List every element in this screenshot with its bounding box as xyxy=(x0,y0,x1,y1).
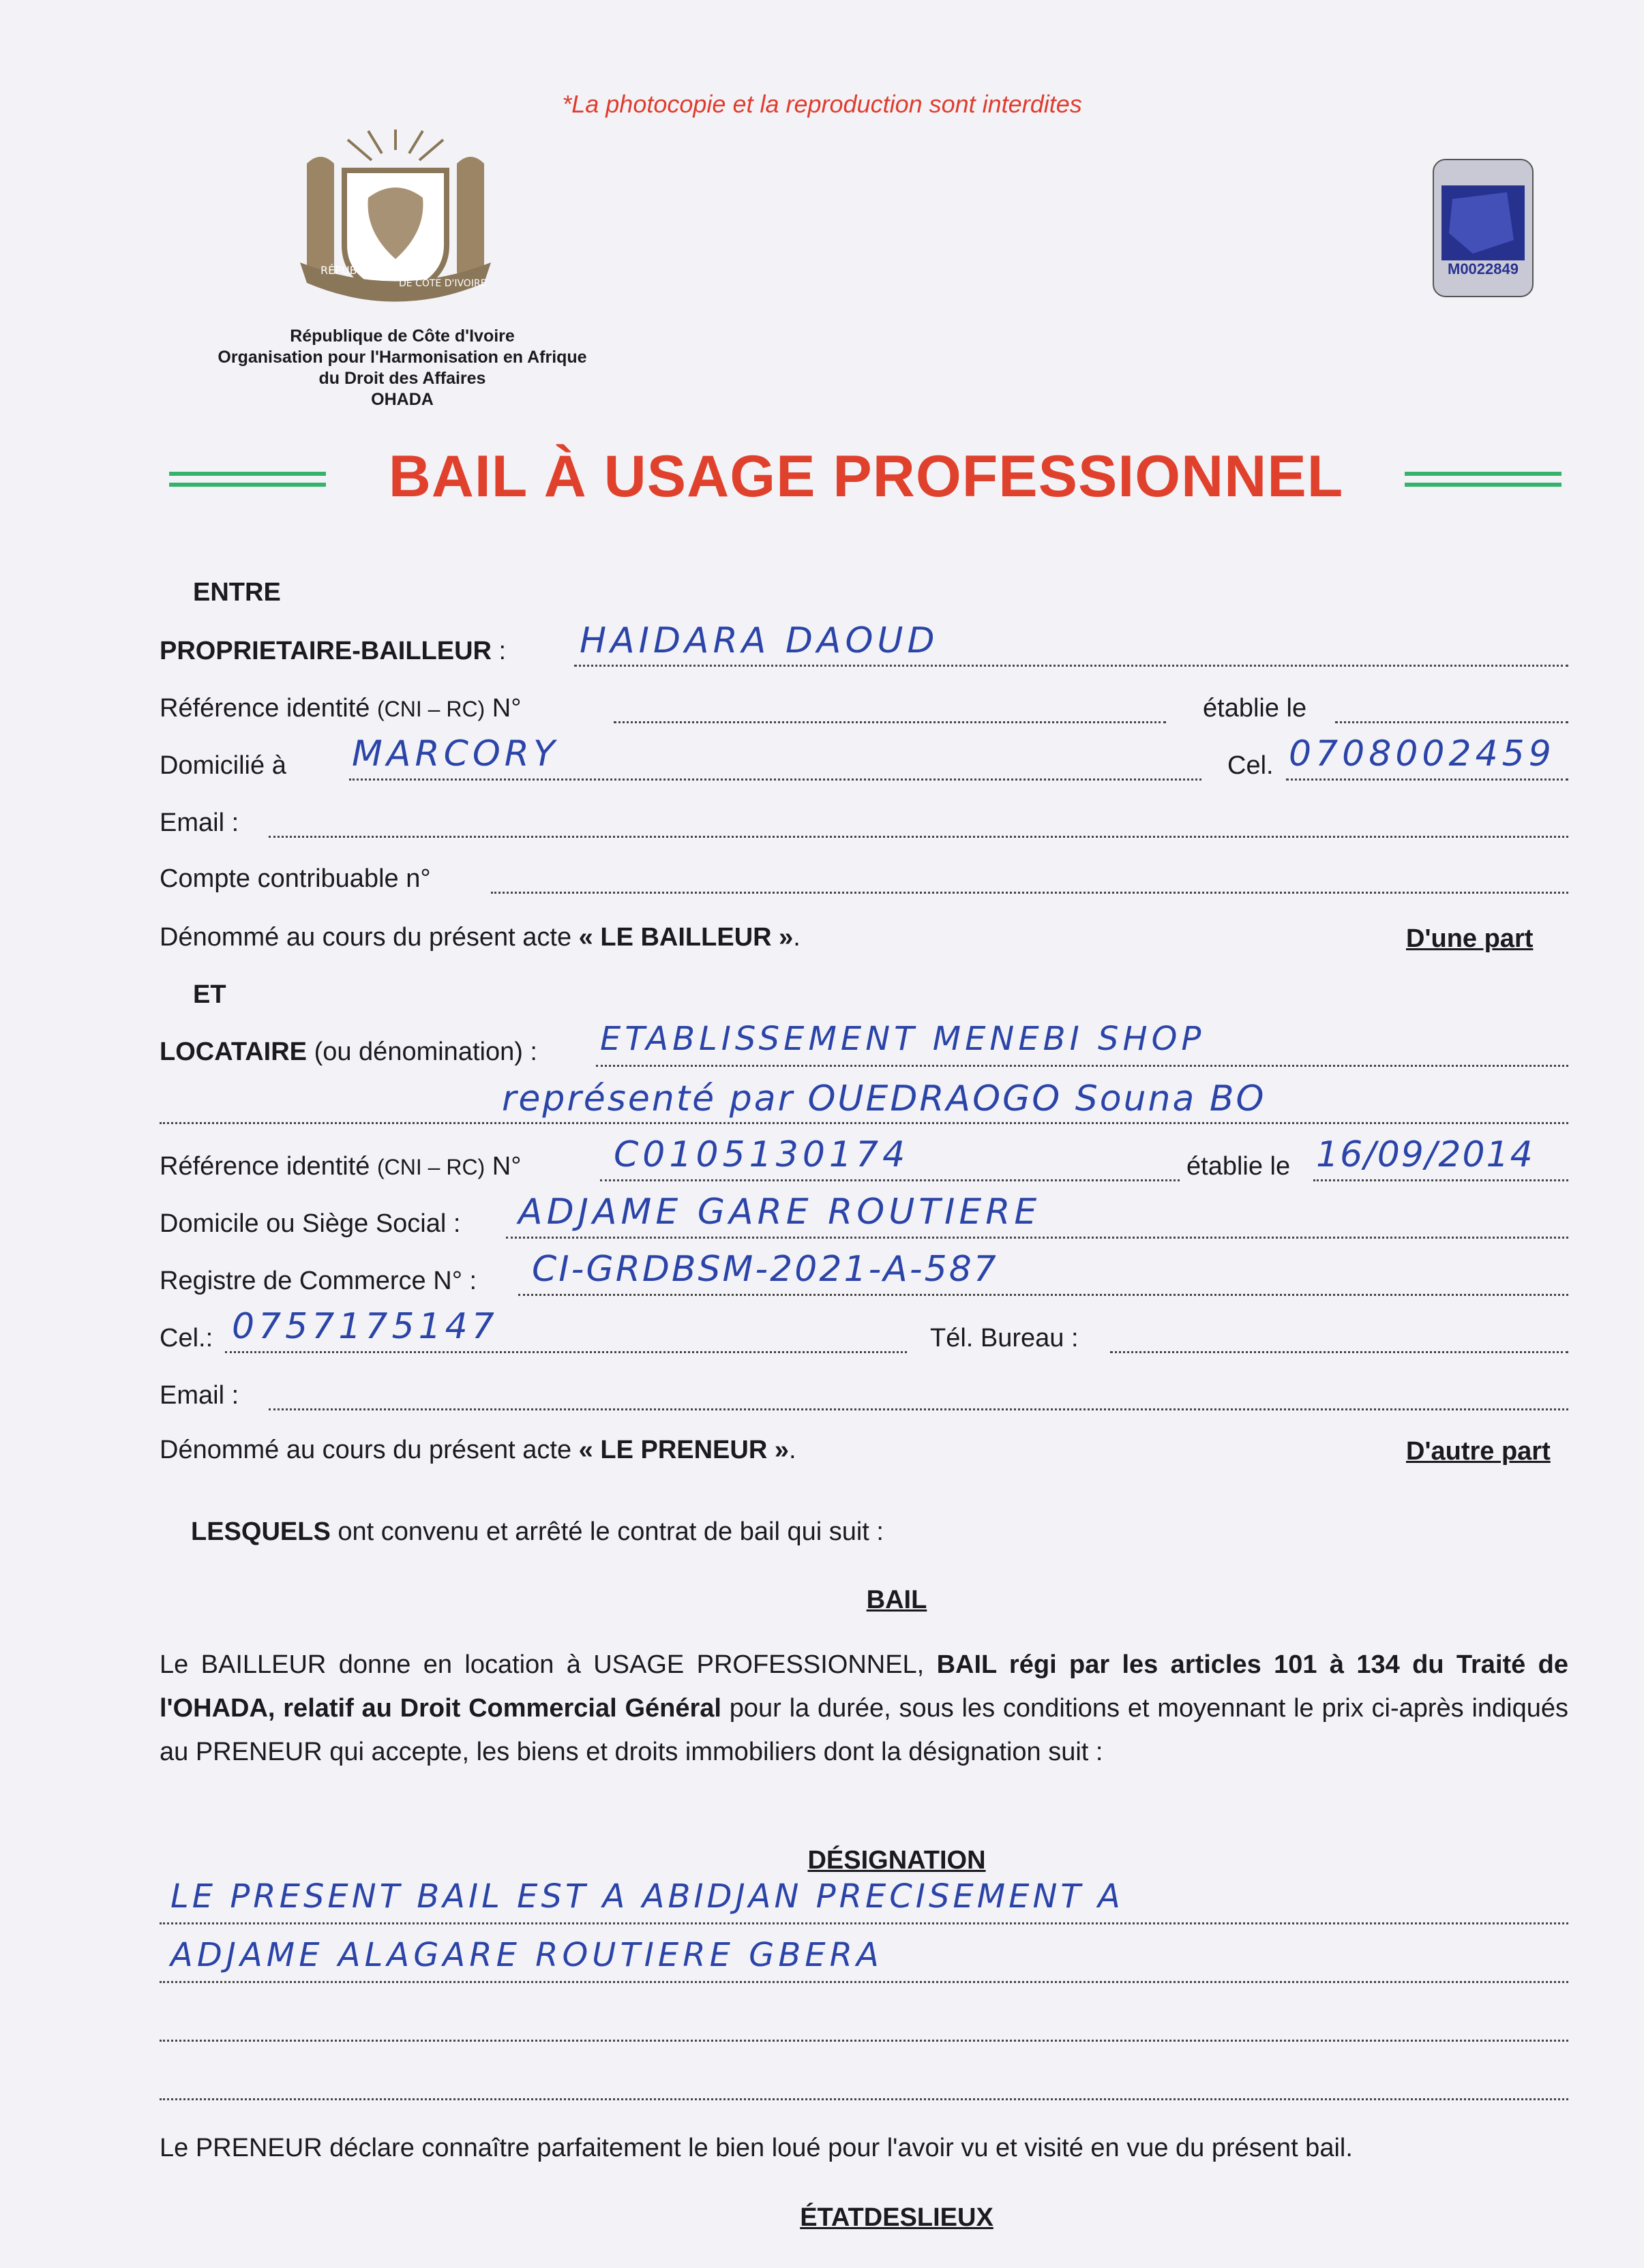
bail-paragraph xyxy=(160,1643,1568,1774)
etat-heading: ÉTATDESLIEUX xyxy=(800,2203,993,2232)
preneur-etablie-value: 16/09/2014 xyxy=(1316,1134,1534,1175)
locataire-label-row xyxy=(160,1038,537,1067)
title-row xyxy=(164,436,1568,518)
preneur-denomme-row xyxy=(160,1436,796,1465)
preneur-cel-field[interactable] xyxy=(225,1351,907,1353)
preneur-ref-suffix: N° xyxy=(485,1152,522,1181)
owner-label: PROPRIETAIRE-BAILLEUR xyxy=(160,637,492,665)
designation-value-2: ADJAME ALAGARE ROUTIERE GBERA xyxy=(170,1936,883,1974)
coat-of-arms-emblem xyxy=(280,123,511,327)
locataire-field-1[interactable] xyxy=(596,1065,1568,1067)
locataire-value-2: représenté par OUEDRAOGO Souna BO xyxy=(502,1078,1266,1119)
preneur-denomme-prefix: Dénommé au cours du présent acte xyxy=(160,1436,579,1464)
cel-value: 0708002459 xyxy=(1289,734,1555,774)
registre-label: Registre de Commerce N° : xyxy=(160,1267,477,1295)
bailleur-denomme-prefix: Dénommé au cours du présent acte xyxy=(160,923,579,952)
preneur-etablie-label: établie le xyxy=(1186,1152,1291,1181)
org-line-3: du Droit des Affaires xyxy=(318,369,486,388)
bailleur-denomme-bold: « LE BAILLEUR » xyxy=(578,923,794,952)
designation-heading: DÉSIGNATION xyxy=(807,1846,986,1875)
et-heading: ET xyxy=(193,980,226,1009)
email-label: Email : xyxy=(160,808,239,837)
document-title: BAIL À USAGE PROFESSIONNEL xyxy=(388,444,1344,509)
preneur-denomme-suffix: . xyxy=(788,1436,796,1464)
declare-text: Le PRENEUR déclare connaître parfaitement le bien loué pour l'avoir vu et visité en vue du présent bail. xyxy=(160,2134,1353,2162)
preneur-etablie-field[interactable] xyxy=(1313,1179,1568,1181)
entre-heading: ENTRE xyxy=(193,578,281,607)
locataire-field-2[interactable] xyxy=(160,1122,1568,1124)
lesquels-bold: LESQUELS xyxy=(191,1517,331,1546)
bail-heading: BAIL xyxy=(866,1586,927,1614)
org-line-4: OHADA xyxy=(371,390,434,409)
preneur-email-field[interactable] xyxy=(269,1408,1568,1410)
cel-field[interactable] xyxy=(1286,778,1568,781)
bailleur-denomme-suffix: . xyxy=(793,923,801,952)
bail-p1: Le BAILLEUR donne en location à USAGE PROFESSIONNEL, xyxy=(160,1650,937,1679)
compte-field[interactable] xyxy=(491,892,1568,894)
owner-label-row xyxy=(160,637,506,666)
domicile-label: Domicilié à xyxy=(160,751,286,780)
designation-field-4[interactable] xyxy=(160,2098,1568,2100)
org-line-2: Organisation pour l'Harmonisation en Afrique xyxy=(218,348,587,367)
owner-colon: : xyxy=(491,637,507,665)
ref-field[interactable] xyxy=(614,721,1166,723)
preneur-email-label: Email : xyxy=(160,1381,239,1410)
emblem-text-bottom: DE CÔTE D'IVOIRE xyxy=(399,278,487,289)
preneur-part: D'autre part xyxy=(1406,1437,1551,1466)
lesquels-rest: ont convenu et arrêté le contrat de bail qui suit : xyxy=(330,1517,884,1546)
locataire-rest: (ou dénomination) : xyxy=(307,1038,537,1066)
security-stamp xyxy=(1432,158,1534,298)
org-line-1: République de Côte d'Ivoire xyxy=(290,327,515,346)
designation-value-1: LE PRESENT BAIL EST A ABIDJAN PRECISEMENT A xyxy=(170,1877,1124,1916)
ref-suffix: N° xyxy=(485,694,522,723)
designation-field-2[interactable] xyxy=(160,1981,1568,1983)
ref-label: Référence identité xyxy=(160,694,377,723)
stamp-code: M0022849 xyxy=(1448,260,1519,277)
preneur-ref-label-row xyxy=(160,1152,521,1181)
email-field[interactable] xyxy=(269,836,1568,838)
registre-value: CI-GRDBSM-2021-A-587 xyxy=(532,1249,998,1290)
compte-label: Compte contribuable n° xyxy=(160,864,431,893)
ref-small: (CNI – RC) xyxy=(376,697,485,721)
preneur-denomme-bold: « LE PRENEUR » xyxy=(578,1436,789,1464)
bail-p1-bold: BAIL régi par les articles 101 à 134 du Traité de l'OHADA, relatif au Droit Commercial Général xyxy=(160,1650,1568,1723)
bailleur-denomme-row xyxy=(160,923,801,952)
copy-notice: *La photocopie et la reproduction sont interdites xyxy=(562,90,1082,118)
siege-field[interactable] xyxy=(506,1237,1568,1239)
etablie-field[interactable] xyxy=(1335,721,1568,723)
siege-value: ADJAME GARE ROUTIERE xyxy=(518,1192,1041,1233)
cel-label: Cel. xyxy=(1227,751,1274,780)
domicile-value: MARCORY xyxy=(352,734,559,774)
ref-label-row xyxy=(160,694,521,723)
owner-field[interactable] xyxy=(574,665,1568,667)
preneur-cel-value: 0757175147 xyxy=(232,1306,498,1347)
preneur-cel-label: Cel.: xyxy=(160,1324,213,1352)
preneur-ref-value: C0105130174 xyxy=(614,1134,910,1175)
registre-field[interactable] xyxy=(518,1294,1568,1296)
siege-label: Domicile ou Siège Social : xyxy=(160,1209,461,1238)
locataire-value-1: ETABLISSEMENT MENEBI SHOP xyxy=(600,1020,1206,1058)
preneur-ref-small: (CNI – RC) xyxy=(376,1155,485,1179)
bail-p1-end: pour la durée, sous les conditions et moyennant le prix ci-après indiqués au PRENEUR qui accepte, les biens et droits immobiliers dont la désignation suit : xyxy=(160,1694,1568,1766)
owner-value: HAIDARA DAOUD xyxy=(580,620,939,661)
emblem-text-top: RÉPUBLIQUE xyxy=(320,264,390,277)
designation-field-1[interactable] xyxy=(160,1922,1568,1924)
tel-bureau-field[interactable] xyxy=(1110,1351,1568,1353)
organisation-block xyxy=(191,326,614,410)
etablie-label: établie le xyxy=(1203,694,1307,723)
bailleur-part: D'une part xyxy=(1406,924,1534,953)
preneur-ref-field[interactable] xyxy=(600,1179,1180,1181)
tel-bureau-label: Tél. Bureau : xyxy=(930,1324,1079,1352)
lesquels-row xyxy=(191,1517,884,1547)
domicile-field[interactable] xyxy=(349,778,1201,781)
preneur-ref-label: Référence identité xyxy=(160,1152,377,1181)
locataire-label: LOCATAIRE xyxy=(160,1038,308,1066)
designation-field-3[interactable] xyxy=(160,2040,1568,2042)
